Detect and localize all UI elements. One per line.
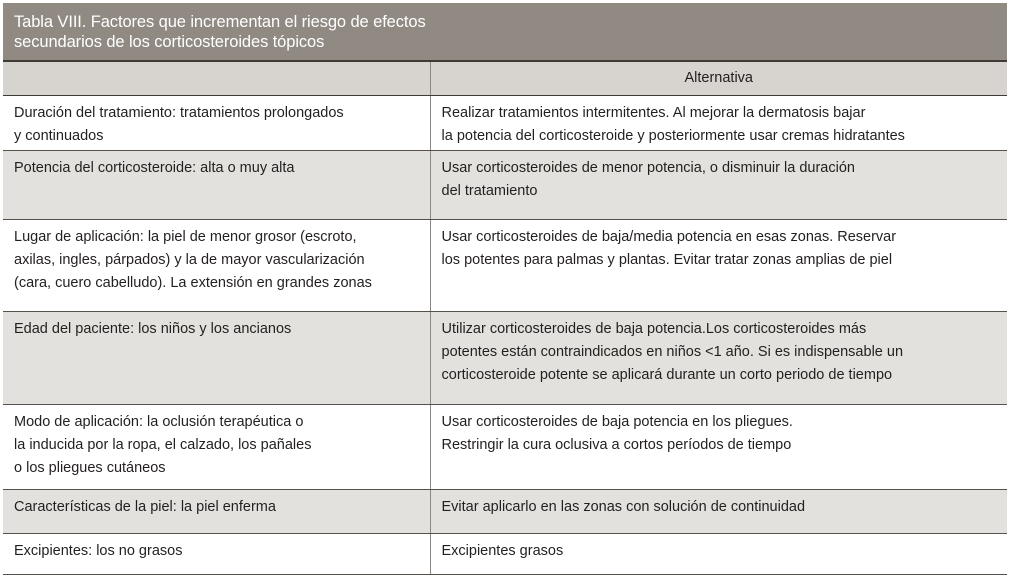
table-row [3,489,1007,533]
alternativa-text: del tratamiento [441,182,538,199]
table-row [3,150,1007,219]
alternativa-cell [430,533,1007,574]
factor-cell [3,311,430,404]
factor-text: axilas, ingles, párpados) y la de mayor vascularización [14,251,365,268]
factor-cell [3,219,430,311]
table-title-line-1: Tabla VIII. Factores que incrementan el riesgo de efectos [14,13,426,31]
alternativa-text: los potentes para palmas y plantas. Evitar tratar zonas amplias de piel [441,251,893,268]
factor-text: (cara, cuero cabelludo). La extensión en grandes zonas [14,274,372,291]
factor-text: Excipientes: los no grasos [14,542,183,559]
alternativa-text: Restringir la cura oclusiva a cortos períodos de tiempo [441,436,792,453]
factor-text: Modo de aplicación: la oclusión terapéutica o [14,413,304,430]
factor-text: Potencia del corticosteroide: alta o muy alta [14,159,295,176]
alternativa-text: Usar corticosteroides de baja potencia en los pliegues. [441,413,793,430]
header-alternativa: Alternativa [430,62,1007,95]
factor-text: Lugar de aplicación: la piel de menor grosor (escroto, [14,228,357,245]
factor-text: la inducida por la ropa, el calzado, los pañales [14,436,312,453]
alternativa-text: la potencia del corticosteroide y posteriormente usar cremas hidratantes [441,127,905,144]
alternativa-text: Excipientes grasos [441,542,564,559]
table-title [3,3,1007,62]
alternativa-cell [430,404,1007,489]
table-row [3,95,1007,150]
factor-text: y continuados [14,127,104,144]
table-header-row [3,62,1007,95]
factor-text: Características de la piel: la piel enferma [14,498,276,515]
alternativa-cell [430,219,1007,311]
alternativa-cell [430,311,1007,404]
table-row [3,219,1007,311]
table-title-line-2: secundarios de los corticosteroides tópicos [14,33,325,51]
factor-cell [3,404,430,489]
table-row [3,533,1007,574]
factor-text: o los pliegues cutáneos [14,459,166,476]
header-factor [3,62,430,95]
factor-cell [3,489,430,533]
alternativa-text: Evitar aplicarlo en las zonas con solución de continuidad [441,498,806,515]
risk-factors-table [3,62,1007,575]
alternativa-text: corticosteroide potente se aplicará durante un corto periodo de tiempo [441,366,893,383]
factor-cell [3,95,430,150]
table-row [3,311,1007,404]
alternativa-cell [430,95,1007,150]
alternativa-text: Realizar tratamientos intermitentes. Al mejorar la dermatosis bajar [441,104,866,121]
factor-text: Duración del tratamiento: tratamientos prolongados [14,104,344,121]
factor-text: Edad del paciente: los niños y los ancianos [14,320,292,337]
factor-cell [3,533,430,574]
alternativa-cell [430,489,1007,533]
factor-cell [3,150,430,219]
alternativa-text: Usar corticosteroides de baja/media potencia en esas zonas. Reservar [441,228,897,245]
table-row [3,404,1007,489]
alternativa-text: Utilizar corticosteroides de baja potencia.Los corticosteroides más [441,320,867,337]
alternativa-text: potentes están contraindicados en niños <1 año. Si es indispensable un [441,343,904,360]
alternativa-cell [430,150,1007,219]
alternativa-text: Usar corticosteroides de menor potencia, o disminuir la duración [441,159,855,176]
